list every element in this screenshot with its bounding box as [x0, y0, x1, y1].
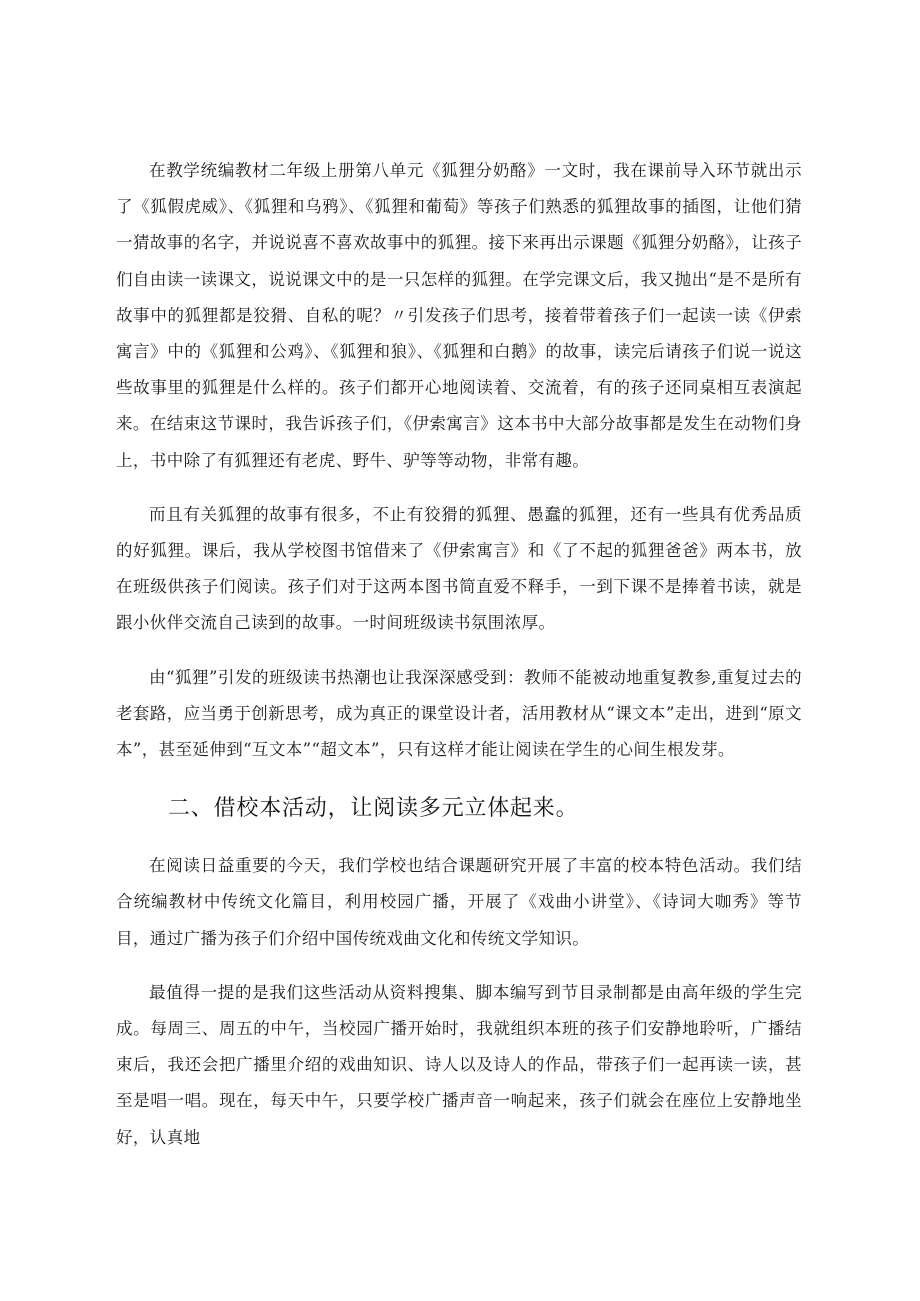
- paragraph-school-activities: 在阅读日益重要的今天，我们学校也结合课题研究开展了丰富的校本特色活动。我们结合统编教材中传统文化篇目，利用校园广播，开展了《戏曲小讲堂》、《诗词大咖秀》等节目，通过广播为孩子们介绍中国传统戏曲文化和传统文学知识。: [116, 856, 802, 948]
- section-heading: 二、借校本活动，让阅读多元立体起来。: [168, 796, 579, 822]
- document-body: [116, 153, 802, 1156]
- paragraph-fox-lesson: 在教学统编教材二年级上册第八单元《狐狸分奶酪》一文时，我在课前导入环节就出示了《狐假虎威》、《狐狸和乌鸦》、《狐狸和葡萄》等孩子们熟悉的狐狸故事的插图，让他们猜一猜故事的名字，并说说喜不喜欢故事中的狐狸。接下来再出示课题《狐狸分奶酪》，让孩子们自由读一读课文，说说课文中的是一只怎样的狐狸。在学完课文后，我又抛出“是不是所有故事中的狐狸都是狡猾、自私的呢？〃引发孩子们思考，接着带着孩子们一起读一读《伊索寓言》中的《狐狸和公鸡》、《狐狸和狼》、《狐狸和白鹅》的故事，读完后请孩子们说一说这些故事里的狐狸是什么样的。孩子们都开心地阅读着、交流着，有的孩子还同桌相互表演起来。在结束这节课时，我告诉孩子们，《伊索寓言》这本书中大部分故事都是发生在动物们身上，书中除了有狐狸还有老虎、野牛、驴等等动物，非常有趣。: [116, 161, 802, 470]
- paragraph-fox-books: 而且有关狐狸的故事有很多，不止有狡猾的狐狸、愚蠢的狐狸，还有一些具有优秀品质的好狐狸。课后，我从学校图书馆借来了《伊索寓言》和《了不起的狐狸爸爸》两本书，放在班级供孩子们阅读。孩子们对于这两本图书简直爱不释手，一到下课不是捧着书读，就是跟小伙伴交流自己读到的故事。一时间班级读书氛围浓厚。: [116, 504, 802, 633]
- paragraph-reflection: 由“狐狸”引发的班级读书热潮也让我深深感受到：教师不能被动地重复教参,重复过去的老套路，应当勇于创新思考，成为真正的课堂设计者，活用教材从“课文本”走出，进到“原文本”，甚至延伸到“互文本”“超文本”，只有这样才能让阅读在学生的心间生根发芽。: [116, 667, 802, 760]
- paragraph-broadcast: 最值得一提的是我们这些活动从资料搜集、脚本编写到节目录制都是由高年级的学生完成。每周三、周五的中午，当校园广播开始时，我就组织本班的孩子们安静地聆听，广播结束后，我还会把广播里介绍的戏曲知识、诗人以及诗人的作品，带孩子们一起再读一读，甚至是唱一唱。现在，每天中午，只要学校广播声音一响起来，孩子们就会在座位上安静地坐好，认真地: [116, 982, 802, 1147]
